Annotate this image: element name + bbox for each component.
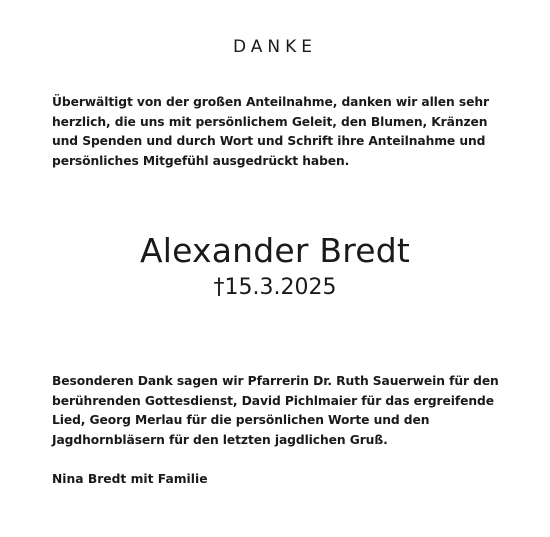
special-thanks-paragraph: Besonderen Dank sagen wir Pfarrerin Dr. Ruth Sauerwein für den berührenden Gottesdienst, David Pichlmaier für das ergreifende Lied, Georg Merlau für die persönlichen Worte und den Jagdhornbläsern für den letzten jagdlichen Gruß. <box>52 374 499 447</box>
intro-paragraph: Überwältigt von der großen Anteilnahme, danken wir allen sehr herzlich, die uns mit persönlichem Geleit, den Blumen, Kränzen und Spenden und durch Wort und Schrift ihre Anteilnahme und persönliches Mitgefühl ausgedrückt haben. <box>52 95 489 168</box>
deceased-name: Alexander Bredt <box>139 231 411 270</box>
death-date: †15.3.2025 <box>213 275 337 300</box>
notice-heading: DANKE <box>232 37 318 57</box>
signature: Nina Bredt mit Familie <box>52 472 208 486</box>
